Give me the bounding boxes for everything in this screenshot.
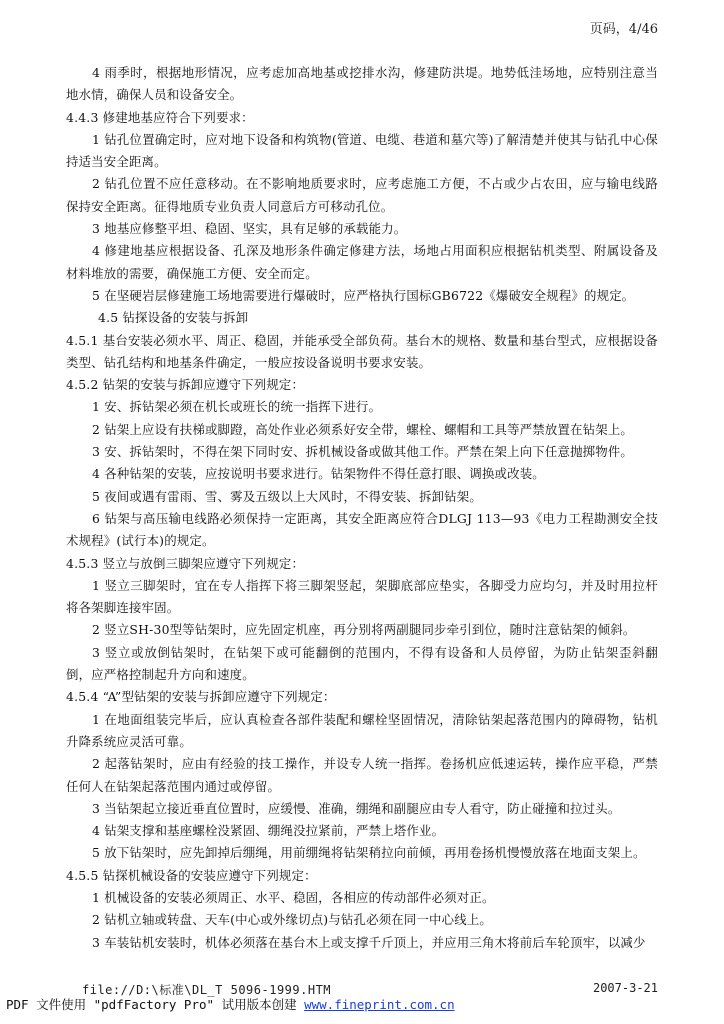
clause-paragraph: 3 当钻架起立接近垂直位置时，应缓慢、准确，绷绳和副腿应由专人看守，防止碰撞和拉过头。 <box>92 800 621 816</box>
section-heading: 4.4.3 修建地基应符合下列要求： <box>66 109 254 125</box>
clause-paragraph: 1 机械设备的安装必须周正、水平、稳固，各相应的传动部件必须对正。 <box>92 889 495 905</box>
clause-paragraph: 3 地基应修整平坦、稳固、坚实，具有足够的承载能力。 <box>92 221 407 237</box>
clause-paragraph: 5 夜间或遇有雷雨、雪、雾及五级以上大风时，不得安装、拆卸钻架。 <box>92 488 482 504</box>
clause-paragraph: 1 安、拆钻架必须在机长或班长的统一指挥下进行。 <box>92 399 382 415</box>
clause-paragraph: 6 钻架与高压输电线路必须保持一定距离，其安全距离应符合DLGJ 113—93《电力工程勘测安全技术规程》(试行本)的规定。 <box>66 510 658 549</box>
clause-paragraph: 1 在地面组装完毕后，应认真检查各部件装配和螺栓坚固情况，清除钻架起落范围内的障碍物，钻机升降系统应灵活可靠。 <box>66 711 658 749</box>
clause-paragraph: 3 竖立或放倒钻架时，在钻架下或可能翻倒的范围内，不得有设备和人员停留，为防止钻架歪斜翻倒，应严格控制起升方向和速度。 <box>66 644 658 683</box>
clause-paragraph: 4 钻架支撑和基座螺栓没紧固、绷绳没拉紧前，严禁上塔作业。 <box>92 823 445 839</box>
pdf-creator-banner <box>6 995 455 1013</box>
section-heading: 4.5.3 竖立与放倒三脚架应遵守下列规定： <box>66 555 305 571</box>
clause-paragraph: 3 车装钻机安装时，机体必须落在基台木上或支撑千斤顶上，并应用三角木将前后车轮顶牢，以减少 <box>92 934 646 950</box>
clause-paragraph: 4 修建地基应根据设备、孔深及地形条件确定修建方法，场地占用面积应根据钻机类型、附属设备及材料堆放的需要，确保施工方便、安全而定。 <box>66 243 658 281</box>
section-heading: 4.5.5 钻探机械设备的安装应遵守下列规定： <box>66 867 317 883</box>
section-heading: 4.5.4 “A”型钻架的安装与拆卸应遵守下列规定： <box>66 689 336 705</box>
clause-paragraph: 2 起落钻架时，应由有经验的技工操作，并设专人统一指挥。卷扬机应低速运转，操作应平稳，严禁任何人在钻架起落范围内通过或停留。 <box>66 756 658 794</box>
pdf-banner-text: PDF 文件使用 "pdfFactory Pro" 试用版本创建 <box>6 997 305 1012</box>
section-heading: 4.5 钻探设备的安装与拆卸 <box>98 310 249 326</box>
document-body <box>66 62 658 954</box>
page-number: 页码，4/46 <box>589 22 658 37</box>
footer-file-path: file://D:\标准\DL_T 5096-1999.HTM <box>82 983 332 997</box>
fineprint-link[interactable]: www.fineprint.com.cn <box>304 997 455 1012</box>
section-heading: 4.5.2 钻架的安装与拆卸应遵守下列规定： <box>66 377 305 393</box>
clause-paragraph: 3 安、拆钻架时，不得在架下同时安、拆机械设备或做其他工作。严禁在架上向下任意抛掷物件。 <box>92 444 634 460</box>
clause-paragraph: 4 各种钻架的安装，应按说明书要求进行。钻架物件不得任意打眼、调换或改装。 <box>92 466 545 482</box>
clause-paragraph: 2 竖立SH-30型等钻架时，应先固定机座，再分别将两副腿同步牵引到位，随时注意钻架的倾斜。 <box>92 622 636 638</box>
clause-paragraph: 4 雨季时，根据地形情况，应考虑加高地基或挖排水沟，修建防洪堤。地势低洼场地，应特别注意当地水情，确保人员和设备安全。 <box>66 65 658 103</box>
section-heading: 4.5.1 基台安装必须水平、周正、稳固，并能承受全部负荷。基台木的规格、数量和基台型式，应根据设备类型、钻孔结构和地基条件确定，一般应按设备说明书要求安装。 <box>66 332 658 370</box>
clause-paragraph: 5 放下钻架时，应先卸掉后绷绳，用前绷绳将钻架稍拉向前倾，再用卷扬机慢慢放落在地面支架上。 <box>92 845 646 861</box>
clause-paragraph: 1 竖立三脚架时，宜在专人指挥下将三脚架竖起，架脚底部应垫实，各脚受力应均匀，并及时用拉杆将各架脚连接牢固。 <box>66 577 658 616</box>
clause-paragraph: 1 钻孔位置确定时，应对地下设备和构筑物(管道、电缆、巷道和墓穴等)了解清楚并使其与钻孔中心保持适当安全距离。 <box>66 131 658 170</box>
clause-paragraph: 2 钻机立轴或转盘、天车(中心或外缘切点)与钻孔必须在同一中心线上。 <box>92 912 493 928</box>
clause-paragraph: 2 钻孔位置不应任意移动。在不影响地质要求时，应考虑施工方便，不占或少占农田，应与输电线路保持安全距离。征得地质专业负责人同意后方可移动孔位。 <box>66 176 658 214</box>
clause-paragraph: 2 钻架上应设有扶梯或脚蹬，高处作业必须系好安全带，螺栓、螺帽和工具等严禁放置在钻架上。 <box>92 421 634 437</box>
clause-paragraph: 5 在坚硬岩层修建施工场地需要进行爆破时，应严格执行国标GB6722《爆破安全规程》的规定。 <box>92 287 635 303</box>
footer-date: 2007-3-21 <box>592 981 658 995</box>
